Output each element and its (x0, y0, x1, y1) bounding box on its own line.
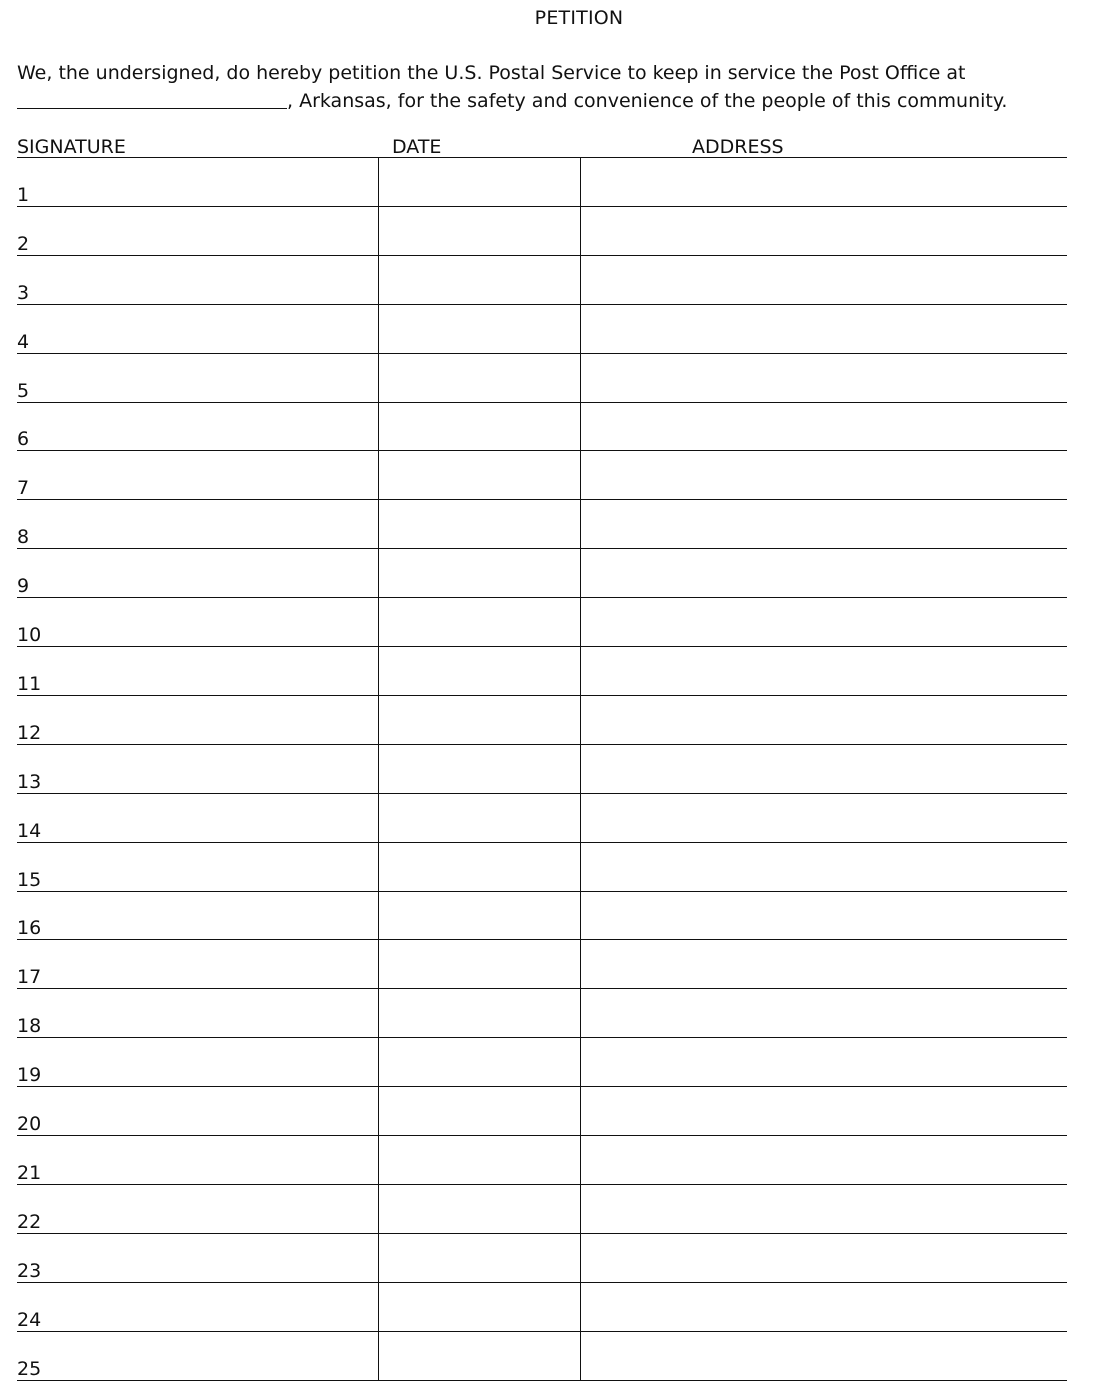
table-row[interactable] (17, 1233, 1067, 1282)
row-rule (17, 1380, 1067, 1381)
row-number: 15 (17, 868, 42, 891)
row-number: 17 (17, 966, 42, 989)
table-row[interactable] (17, 402, 1067, 451)
table-row[interactable] (17, 499, 1067, 548)
table-row[interactable] (17, 450, 1067, 499)
table-row[interactable] (17, 1086, 1067, 1135)
row-number: 18 (17, 1015, 42, 1038)
signature-column-header: SIGNATURE (17, 136, 126, 158)
row-number: 2 (17, 232, 30, 255)
table-row[interactable] (17, 891, 1067, 940)
table-row[interactable] (17, 695, 1067, 744)
row-number: 20 (17, 1113, 42, 1135)
address-column-divider (580, 157, 581, 1380)
address-column-header: ADDRESS (692, 136, 784, 158)
table-row[interactable] (17, 304, 1067, 353)
table-row[interactable] (17, 646, 1067, 695)
row-number: 7 (17, 477, 30, 500)
table-row[interactable] (17, 597, 1067, 646)
row-number: 10 (17, 624, 42, 646)
row-number: 14 (17, 819, 42, 842)
date-column-header: DATE (392, 136, 442, 158)
table-row[interactable] (17, 988, 1067, 1037)
row-number: 11 (17, 672, 42, 695)
petition-statement-line2-text: , Arkansas, for the safety and convenience of the people of this community. (287, 90, 1008, 112)
table-row[interactable] (17, 744, 1067, 793)
row-number: 8 (17, 526, 30, 549)
table-row[interactable] (17, 1282, 1067, 1331)
date-column-divider (378, 157, 379, 1380)
table-row[interactable] (17, 1135, 1067, 1184)
table-row[interactable] (17, 793, 1067, 842)
row-number: 6 (17, 428, 30, 451)
row-number: 5 (17, 379, 30, 402)
table-row[interactable] (17, 1037, 1067, 1086)
row-number: 21 (17, 1161, 42, 1184)
row-number: 16 (17, 917, 42, 940)
row-number: 3 (17, 281, 30, 304)
row-number: 9 (17, 575, 30, 598)
row-number: 24 (17, 1308, 42, 1331)
table-row[interactable] (17, 939, 1067, 988)
table-row[interactable] (17, 1331, 1067, 1380)
row-number: 13 (17, 770, 42, 793)
table-row[interactable] (17, 548, 1067, 597)
table-row[interactable] (17, 353, 1067, 402)
row-number: 1 (17, 183, 30, 206)
row-number: 25 (17, 1357, 42, 1380)
petition-statement-line1: We, the undersigned, do hereby petition the U.S. Postal Service to keep in service the Post Office at (17, 62, 966, 84)
petition-title: PETITION (534, 7, 624, 29)
signature-table (17, 0, 1067, 1384)
table-row[interactable] (17, 206, 1067, 255)
row-number: 22 (17, 1210, 42, 1233)
table-row[interactable] (17, 842, 1067, 891)
table-row[interactable] (17, 157, 1067, 206)
row-number: 19 (17, 1064, 42, 1087)
row-number: 23 (17, 1259, 42, 1282)
table-row[interactable] (17, 255, 1067, 304)
table-row[interactable] (17, 1184, 1067, 1233)
row-number: 4 (17, 330, 30, 353)
row-number: 12 (17, 721, 42, 744)
